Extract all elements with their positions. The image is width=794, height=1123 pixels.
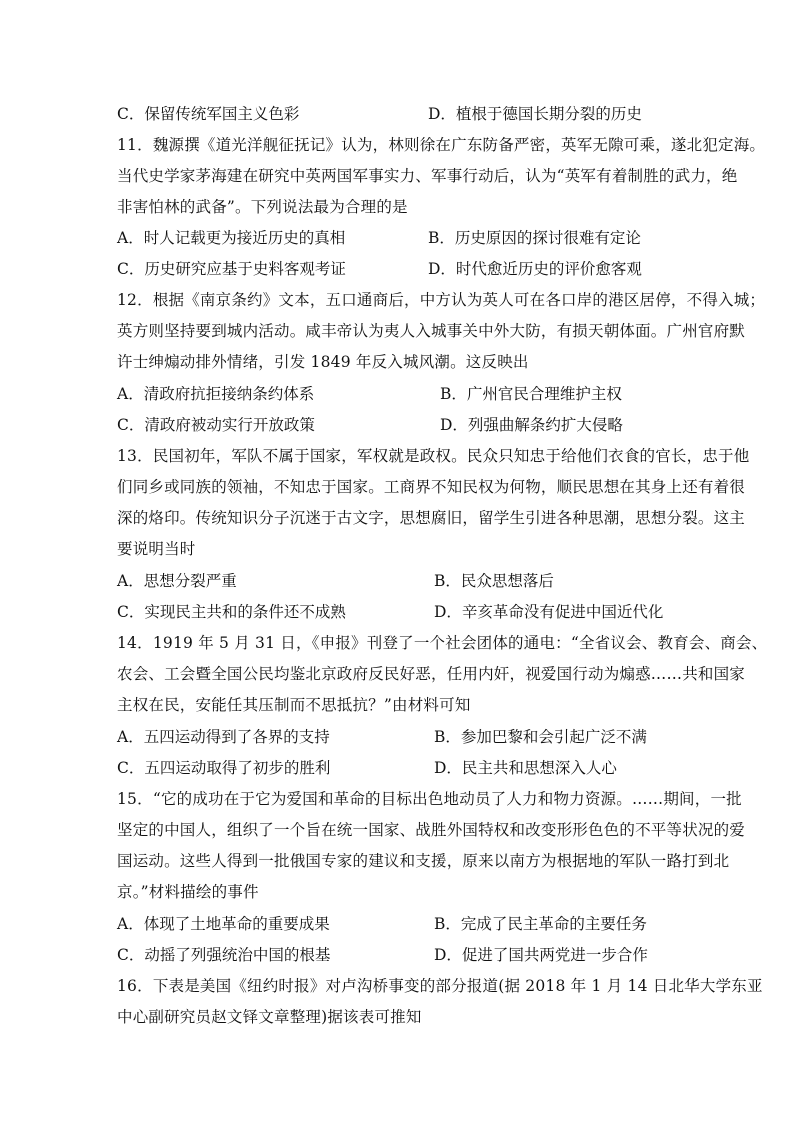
q13-line: 要说明当时	[117, 540, 196, 558]
q15-line: 坚定的中国人，组织了一个旨在统一国家、战胜外国特权和改变形形色色的不平等状况的爱	[117, 821, 746, 839]
q11-line: 非害怕林的武备”。下列说法最为合理的是	[117, 198, 408, 216]
q16-line: 16．下表是美国《纽约时报》对卢沟桥事变的部分报道(据 2018 年 1 月 14 日北华大学东亚	[117, 977, 763, 995]
q11-option-b: B．历史原因的探讨很难有定论	[428, 229, 641, 247]
q10-option-d: D．植根于德国长期分裂的历史	[428, 105, 642, 123]
q13-option-b: B．民众思想落后	[434, 572, 554, 590]
q14-option-d: D．民主共和思想深入人心	[434, 759, 617, 777]
q12-option-c: C．清政府被动实行开放政策	[117, 416, 315, 434]
q12-option-d: D．列强曲解条约扩大侵略	[440, 416, 623, 434]
q15-line: 15．“它的成功在于它为爱国和革命的目标出色地动员了人力和物力资源。……期间，一批	[117, 790, 742, 808]
q13-option-a: A．思想分裂严重	[117, 572, 237, 590]
q15-line: 京。”材料描绘的事件	[117, 883, 259, 901]
q11-option-d: D．时代愈近历史的评价愈客观	[428, 260, 642, 278]
q14-option-a: A．五四运动得到了各界的支持	[117, 728, 330, 746]
q11-option-a: A．时人记载更为接近历史的真相	[117, 229, 346, 247]
q16-line: 中心副研究员赵文铎文章整理)据该表可推知	[117, 1008, 422, 1026]
q11-line: 11．魏源撰《道光洋舰征抚记》认为，林则徐在广东防备严密，英军无隙可乘，遂北犯定海。	[117, 136, 766, 154]
q14-line: 农会、工会暨全国公民均鉴北京政府反民好恶，任用内奸，视爱国行动为煽惑……共和国家	[117, 665, 746, 683]
q12-line: 12．根据《南京条约》文本，五口通商后，中方认为英人可在各口岸的港区居停，不得入城；	[117, 291, 766, 309]
q14-line: 主权在民，安能任其压制而不思抵抗？”由材料可知	[117, 696, 471, 714]
q12-line: 英方则坚持要到城内活动。咸丰帝认为夷人入城事关中外大防，有损天朝体面。广州官府默	[117, 322, 746, 340]
q14-option-b: B．参加巴黎和会引起广泛不满	[434, 728, 647, 746]
q13-line: 13．民国初年，军队不属于国家，军权就是政权。民众只知忠于给他们衣食的官长，忠于他	[117, 447, 750, 465]
q11-option-c: C．历史研究应基于史料客观考证	[117, 260, 346, 278]
q15-option-d: D．促进了国共两党进一步合作	[434, 946, 648, 964]
q12-option-b: B．广州官民合理维护主权	[440, 385, 622, 403]
q12-option-a: A．清政府抗拒接纳条约体系	[117, 385, 315, 403]
q13-line: 深的烙印。传统知识分子沉迷于古文字，思想腐旧，留学生引进各种思潮，思想分裂。这主	[117, 509, 746, 527]
q13-option-c: C．实现民主共和的条件还不成熟	[117, 603, 346, 621]
q13-line: 们同乡或同族的领袖，不知忠于国家。工商界不知民权为何物，顺民思想在其身上还有着很	[117, 478, 746, 496]
q12-line: 许士绅煽动排外情绪，引发 1849 年反入城风潮。这反映出	[117, 353, 529, 371]
q13-option-d: D．辛亥革命没有促进中国近代化	[434, 603, 664, 621]
q15-line: 国运动。这些人得到一批俄国专家的建议和支援，原来以南方为根据地的军队一路打到北	[117, 852, 730, 870]
q11-line: 当代史学家茅海建在研究中英两国军事实力、军事行动后，认为“英军有着制胜的武力，绝	[117, 167, 738, 185]
q15-option-c: C．动摇了列强统治中国的根基	[117, 946, 331, 964]
q10-option-c: C．保留传统军国主义色彩	[117, 105, 300, 123]
q15-option-a: A．体现了土地革命的重要成果	[117, 915, 330, 933]
q14-option-c: C．五四运动取得了初步的胜利	[117, 759, 331, 777]
q15-option-b: B．完成了民主革命的主要任务	[434, 915, 647, 933]
q14-line: 14．1919 年 5 月 31 日，《申报》刊登了一个社会团体的通电：“全省议会、教育会、商会、	[117, 634, 768, 652]
